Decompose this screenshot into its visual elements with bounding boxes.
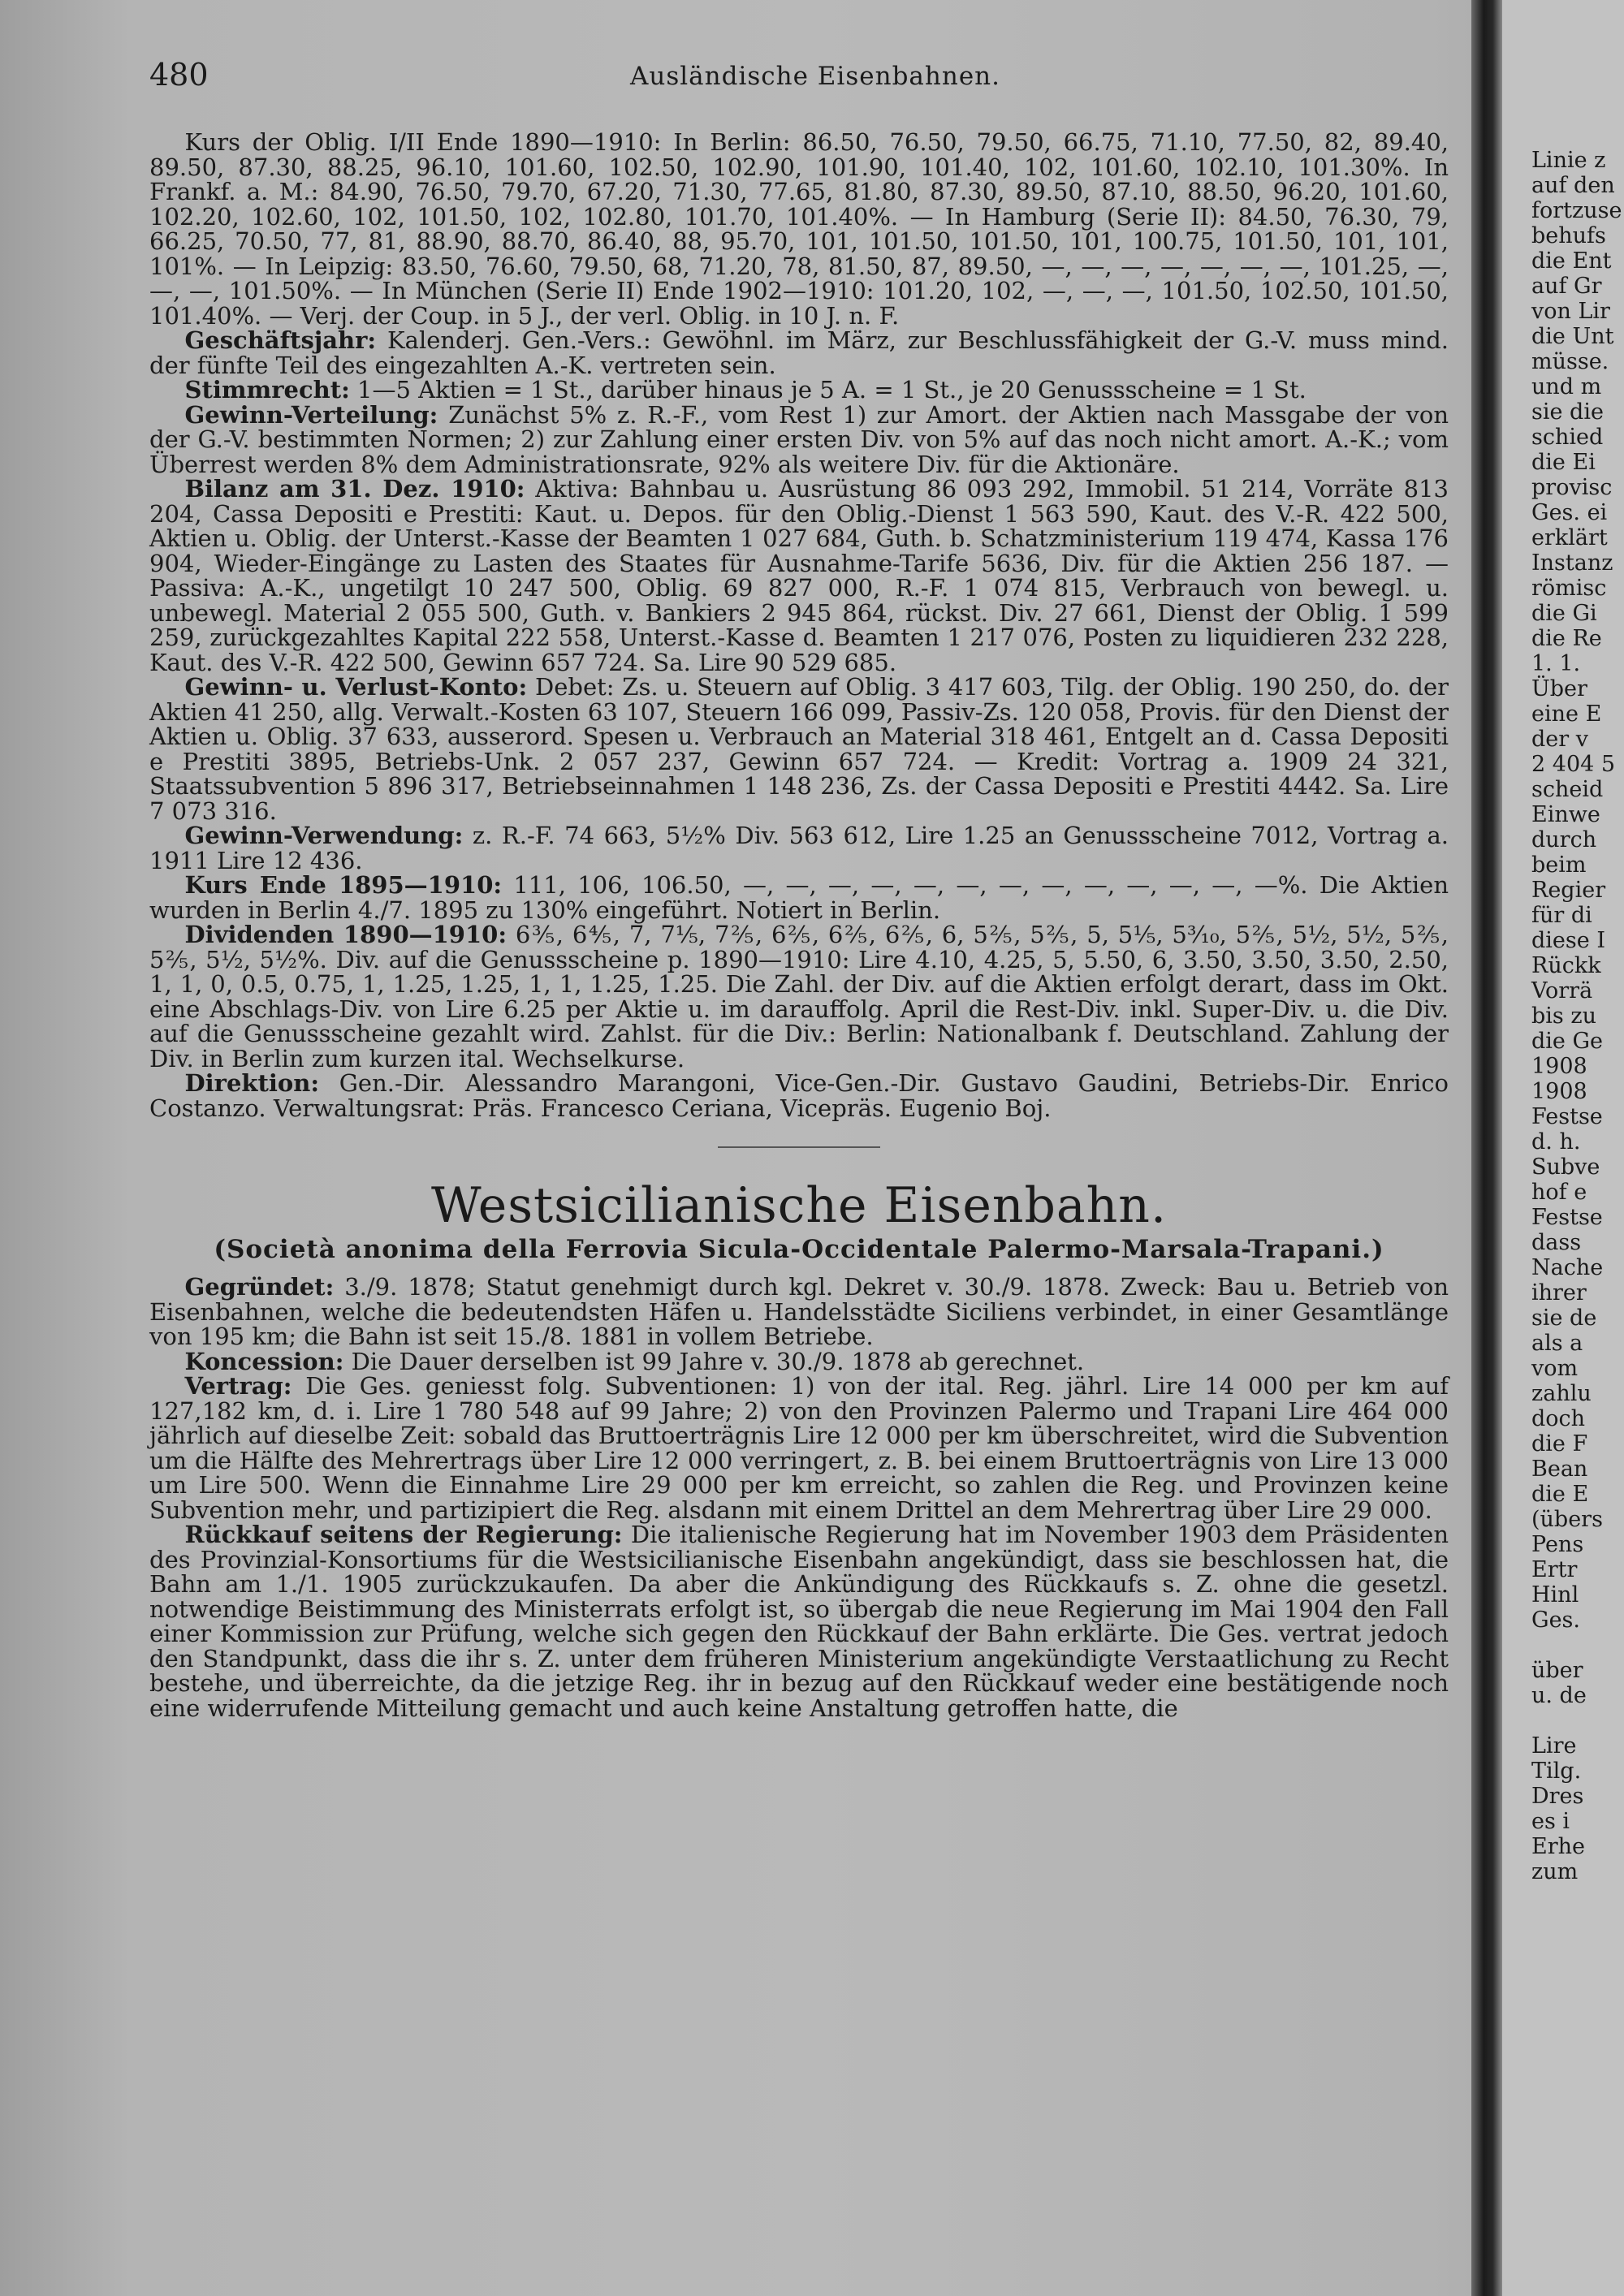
facing-line-fragment: Bean [1531, 1457, 1588, 1482]
paragraph-text: z. R.-F. 74 663, 5½% Div. 563 612, Lire 1.25 an Genussscheine 7012, Vortrag a. 1911 Lire 12 436. [149, 822, 1449, 874]
paragraph-label: Direktion: [184, 1069, 320, 1097]
facing-line-fragment: Über [1531, 676, 1587, 701]
facing-line-fragment: bis zu [1531, 1003, 1596, 1029]
paragraph-text: Die italienische Regierung hat im November 1903 dem Präsidenten des Provinzial-Konsortiums für die Westsicilianische Eisenbahn angekündigt, dass sie beschlossen hat, die Bahn am 1./1. 1905 zurückzukaufen. Da aber die Ankündigung des Rückkaufs s. Z. ohne die gesetzl. notwendige Beistimmung des Ministerrats erfolgt ist, so übergab die neue Regierung im Mai 1904 den Fall einer Kommission zur Prüfung, welche sich gegen den Rückkauf der Bahn erklärte. Die Ges. vertrat jedoch den Standpunkt, dass die ihr s. Z. unter dem früheren Ministerium angekündigte Verstaatlichung zu Recht bestehe, und überreichte, da die jetzige Reg. ihr in bezug auf den Rückkauf weder eine bestätigende noch eine widerrufende Mitteilung gemacht und auch keine Anstaltung getroffen hatte, die [149, 1521, 1449, 1722]
facing-line-fragment: es i [1531, 1809, 1570, 1834]
facing-line-fragment: müsse. [1531, 349, 1609, 374]
paragraph-text: Aktiva: Bahnbau u. Ausrüstung 86 093 292, Immobil. 51 214, Vorräte 813 204, Cassa Depositi e Prestiti: Kaut. u. Depos. für den Oblig.-Dienst 1 563 590, Kaut. des V.-R. 422 500, Aktien u. Oblig. der Unterst.-Kasse der Beamten 1 027 684, Guth. b. Schatzministerium 119 474, Kassa 176 904, Wieder-Eingänge zu Lasten des Staates für Ausnahme-Tarife 5636, Div. für die Aktien 256 187. — Passiva: A.-K., ungetilgt 10 247 500, Oblig. 69 827 000, R.-F. 1 074 815, Verbrauch von bewegl. u. unbewegl. Material 2 055 500, Guth. v. Bankiers 2 945 864, rückst. Div. 27 661, Dienst der Oblig. 1 599 259, zurückgezahltes Kapital 222 558, Unterst.-Kasse d. Beamten 1 217 076, Posten zu liquidieren 232 228, Kaut. des V.-R. 422 500, Gewinn 657 724. Sa. Lire 90 529 685. [149, 475, 1449, 676]
facing-line-fragment: und m [1531, 374, 1602, 399]
paragraph-text: Die Ges. geniesst folg. Subventionen: 1) von der ital. Reg. jährl. Lire 14 000 per km auf 127,182 km, d. i. Lire 1 780 548 auf 99 Jahre; 2) von den Provinzen Palermo und Trapani Lire 464 000 jährlich auf dieselbe Zeit: sobald das Bruttoerträgnis Lire 12 000 per km überschreitet, wird die Subvention um die Hälfte des Mehrertrags über Lire 12 000 verringert, z. B. bei einem Bruttoerträgnis von Lire 13 000 um Lire 500. Wenn die Einnahme Lire 29 000 per km erreicht, so zahlen die Reg. und Provinzen keine Subvention mehr, und partizipiert die Reg. alsdann mit einem Drittel an dem Mehrertrag über Lire 29 000. [149, 1372, 1449, 1524]
facing-line-fragment: fortzuse [1531, 198, 1622, 223]
facing-line-fragment: die Ei [1531, 450, 1596, 475]
company-subtitle: (Società anonima della Ferrovia Sicula-Occidentale Palermo-Marsala-Trapani.) [214, 1235, 1384, 1264]
facing-line-fragment: zum [1531, 1859, 1579, 1884]
paragraph [149, 400, 1449, 478]
paragraph-label: Gewinn-Verwendung: [184, 822, 464, 849]
paragraph [149, 675, 1449, 823]
facing-line-fragment: die Unt [1531, 324, 1614, 349]
paragraph [149, 873, 1449, 922]
facing-line-fragment: u. de [1531, 1683, 1587, 1708]
facing-line-fragment: Rückk [1531, 953, 1601, 978]
paragraph-label: Geschäftsjahr: [184, 326, 377, 354]
facing-line-fragment: sie de [1531, 1306, 1597, 1331]
facing-line-fragment: behufs [1531, 223, 1606, 248]
facing-line-fragment: römisc [1531, 576, 1607, 601]
facing-line-fragment: Einwe [1531, 802, 1600, 827]
facing-line-fragment: 1908 [1531, 1054, 1587, 1079]
facing-line-fragment: 1908 [1531, 1079, 1587, 1104]
facing-line-fragment: auf den [1531, 173, 1615, 198]
facing-line-fragment: diese I [1531, 928, 1605, 953]
body-text [149, 130, 1449, 1720]
page-header [149, 57, 1449, 97]
paragraph [149, 1071, 1449, 1120]
facing-line-fragment: Vorrä [1531, 978, 1593, 1003]
paragraph-label: Gewinn- u. Verlust-Konto: [184, 673, 528, 701]
paragraph-text: Zunächst 5% z. R.-F., vom Rest 1) zur Amort. der Aktien nach Massgabe der von der G.-V. bestimmten Normen; 2) zur Zahlung einer ersten Div. von 5% auf das noch nicht amort. A.-K.; vom Überrest werden 8% dem Administrationsrate, 92% als weitere Div. für die Aktionäre. [149, 400, 1449, 478]
paragraph-label: Kurs Ende 1895—1910: [184, 871, 503, 899]
facing-line-fragment: Subve [1531, 1154, 1600, 1180]
facing-line-fragment: als a [1531, 1331, 1583, 1356]
facing-line-fragment: Lire [1531, 1733, 1577, 1759]
paragraph [149, 130, 1449, 328]
facing-line-fragment: Festse [1531, 1104, 1603, 1129]
facing-line-fragment: scheid [1531, 777, 1604, 802]
facing-line-fragment: Pens [1531, 1532, 1584, 1557]
facing-line-fragment: die Re [1531, 626, 1602, 651]
facing-line-fragment: der v [1531, 727, 1589, 752]
facing-line-fragment: Dres [1531, 1784, 1584, 1809]
facing-line-fragment: schied [1531, 425, 1604, 450]
facing-line-fragment: erklärt [1531, 525, 1608, 550]
facing-line-fragment: auf Gr [1531, 274, 1602, 299]
facing-line-fragment: eine E [1531, 701, 1602, 727]
facing-line-fragment [1531, 1633, 1624, 1658]
facing-line-fragment: Festse [1531, 1205, 1603, 1230]
paragraph-text: Debet: Zs. u. Steuern auf Oblig. 3 417 603, Tilg. der Oblig. 190 250, do. der Aktien 41 250, allg. Verwalt.-Kosten 63 107, Steuern 166 099, Passiv-Zs. 120 058, Provis. für den Dienst der Aktien u. Oblig. 37 633, ausserord. Spesen u. Verbrauch an Material 318 461, Entgelt an d. Cassa Depositi e Prestiti 3895, Betriebs-Unk. 2 057 237, Gewinn 657 724. — Kredit: Vortrag a. 1909 24 321, Staatssubvention 5 896 317, Betriebseinnahmen 1 148 236, Zs. der Cassa Depositi e Prestiti 4442. Sa. Lire 7 073 316. [149, 673, 1449, 825]
paragraph-label: Gewinn-Verteilung: [184, 400, 438, 429]
paragraph-label: Dividenden 1890—1910: [184, 921, 508, 948]
facing-line-fragment: (übers [1531, 1507, 1603, 1532]
facing-line-fragment: sie die [1531, 399, 1604, 425]
facing-line-fragment: Hinl [1531, 1582, 1579, 1608]
facing-line-fragment: hof e [1531, 1180, 1587, 1205]
facing-line-fragment: von Lir [1531, 299, 1610, 324]
paragraph-text: Kalenderj. Gen.-Vers.: Gewöhnl. im März, zur Beschlussfähigkeit der G.-V. muss mind. der fünfte Teil des eingezahlten A.-K. vertreten sein. [149, 326, 1449, 379]
paragraph-text: 3./9. 1878; Statut genehmigt durch kgl. Dekret v. 30./9. 1878. Zweck: Bau u. Betrieb von Eisenbahnen, welche die bedeutendsten Häfen u. Handelsstädte Siciliens verbindet, in einer Gesamtlänge von 195 km; die Bahn ist seit 15./8. 1881 in vollem Betriebe. [149, 1273, 1449, 1350]
company-entry-westsicilianische [149, 1179, 1449, 1720]
facing-line-fragment: ihrer [1531, 1280, 1587, 1306]
paragraph-text: Die Dauer derselben ist 99 Jahre v. 30./9. 1878 ab gerechnet. [351, 1347, 1085, 1375]
paragraph-label: Stimmrecht: [184, 376, 350, 404]
paragraph [149, 328, 1449, 378]
paragraph [149, 1275, 1449, 1349]
facing-line-fragment: Erhe [1531, 1834, 1585, 1859]
book-gutter [1471, 0, 1502, 2296]
facing-line-fragment: Tilg. [1531, 1759, 1582, 1784]
company-paragraphs [149, 1275, 1449, 1720]
facing-line-fragment: die F [1531, 1431, 1588, 1457]
facing-line-fragment: Regier [1531, 878, 1606, 903]
paragraph-label: Rückkauf seitens der Regierung: [184, 1521, 623, 1548]
paragraph [149, 1522, 1449, 1720]
page-number: 480 [149, 57, 209, 93]
facing-line-fragment: Ertr [1531, 1557, 1578, 1582]
facing-line-fragment: durch [1531, 827, 1597, 852]
facing-line-fragment: Nache [1531, 1255, 1604, 1280]
company-entry-continued [149, 130, 1449, 1120]
facing-line-fragment: die Ent [1531, 248, 1612, 274]
paragraph [149, 1374, 1449, 1522]
paragraph [149, 823, 1449, 873]
paragraph-text: 111, 106, 106.50, —, —, —, —, —, —, —, —, —, —, —, —, —%. Die Aktien wurden in Berlin 4./7. 1895 zu 130% eingeführt. Notiert in Berlin. [149, 871, 1449, 924]
facing-line-fragment: dass [1531, 1230, 1582, 1255]
paragraph-text: 6⅗, 6⅘, 7, 7⅕, 7⅖, 6⅖, 6⅖, 6⅖, 6, 5⅖, 5⅖, 5, 5⅕, 5³⁄₁₀, 5⅖, 5½, 5½, 5⅖, 5⅖, 5½, 5½%. Div. auf die Genussscheine p. 1890—1910: Lire 4.10, 4.25, 5, 5.50, 6, 3.50, 3.50, 3.50, 2.50, 1, 1, 0, 0.5, 0.75, 1, 1.25, 1.25, 1, 1, 1.25, 1.25. Die Zahl. der Div. auf die Aktien erfolgt derart, dass im Okt. eine Abschlags-Div. von Lire 6.25 per Aktie u. im darauffolg. April die Rest-Div. inkl. Super-Div. u. die Div. auf die Genussscheine gezahlt wird. Zahlst. für die Div.: Berlin: Nationalbank f. Deutschland. Zahlung der Div. in Berlin zum kurzen ital. Wechselkurse. [149, 921, 1449, 1072]
facing-line-fragment [1531, 1708, 1624, 1733]
facing-line-fragment: die E [1531, 1482, 1589, 1507]
facing-line-fragment: 2 404 5 [1531, 752, 1616, 777]
facing-line-fragment: d. h. [1531, 1129, 1581, 1154]
facing-line-fragment: beim [1531, 852, 1587, 878]
paragraph [149, 1349, 1449, 1375]
paragraph-label: Gegründet: [184, 1273, 335, 1301]
facing-line-fragment: provisc [1531, 475, 1613, 500]
facing-line-fragment: Instanz [1531, 550, 1613, 576]
paragraph-text: 1—5 Aktien = 1 St., darüber hinaus je 5 A. = 1 St., je 20 Genussscheine = 1 St. [357, 376, 1307, 404]
facing-page-text [1531, 148, 1624, 1884]
paragraph [149, 922, 1449, 1071]
paragraph [149, 477, 1449, 675]
company-title: Westsicilianische Eisenbahn. [430, 1177, 1168, 1234]
paragraph-text: Kurs der Oblig. I/II Ende 1890—1910: In Berlin: 86.50, 76.50, 79.50, 66.75, 71.10, 77.50, 82, 89.40, 89.50, 87.30, 88.25, 96.10, 101.60, 102.50, 102.90, 101.90, 101.40, 102, 101.60, 102.10, 101.30%. In Frankf. a. M.: 84.90, 76.50, 79.70, 67.20, 71.30, 77.65, 81.80, 87.30, 89.50, 87.10, 88.50, 96.20, 101.60, 102.20, 102.60, 102, 101.50, 102, 102.80, 101.70, 101.40%. — In Hamburg (Serie II): 84.50, 76.30, 79, 66.25, 70.50, 77, 81, 88.90, 88.70, 86.40, 88, 95.70, 101, 101.50, 101.50, 101, 100.75, 101.50, 101, 101, 101%. — In Leipzig: 83.50, 76.60, 79.50, 68, 71.20, 78, 81.50, 87, 89.50, —, —, —, —, —, —, —, 101.25, —, —, —, 101.50%. — In München (Serie II) Ende 1902—1910: 101.20, 102, —, —, —, 101.50, 102.50, 101.50, 101.40%. — Verj. der Coup. in 5 J., der verl. Oblig. in 10 J. n. F. [149, 128, 1449, 330]
facing-page-edge [1502, 0, 1624, 2296]
facing-line-fragment: Ges. ei [1531, 500, 1608, 525]
facing-line-fragment: über [1531, 1658, 1583, 1683]
facing-line-fragment: doch [1531, 1406, 1586, 1431]
paragraph-label: Koncession: [184, 1347, 344, 1375]
facing-line-fragment: die Ge [1531, 1029, 1604, 1054]
paragraph-text: Gen.-Dir. Alessandro Marangoni, Vice-Gen.-Dir. Gustavo Gaudini, Betriebs-Dir. Enrico Costanzo. Verwaltungsrat: Präs. Francesco Ceriana, Vicepräs. Eugenio Boj. [149, 1069, 1449, 1122]
facing-line-fragment: vom [1531, 1356, 1579, 1381]
facing-line-fragment: zahlu [1531, 1381, 1592, 1406]
section-divider [718, 1146, 880, 1148]
paragraph [149, 378, 1449, 403]
facing-line-fragment: die Gi [1531, 601, 1597, 626]
paragraph-label: Vertrag: [184, 1372, 292, 1400]
facing-line-fragment: für di [1531, 903, 1592, 928]
facing-line-fragment: Linie z [1531, 148, 1606, 173]
paragraph-label: Bilanz am 31. Dez. 1910: [184, 475, 525, 503]
running-title: Ausländische Eisenbahnen. [629, 62, 1000, 91]
facing-line-fragment: Ges. [1531, 1608, 1580, 1633]
facing-line-fragment: 1. 1. [1531, 651, 1581, 676]
